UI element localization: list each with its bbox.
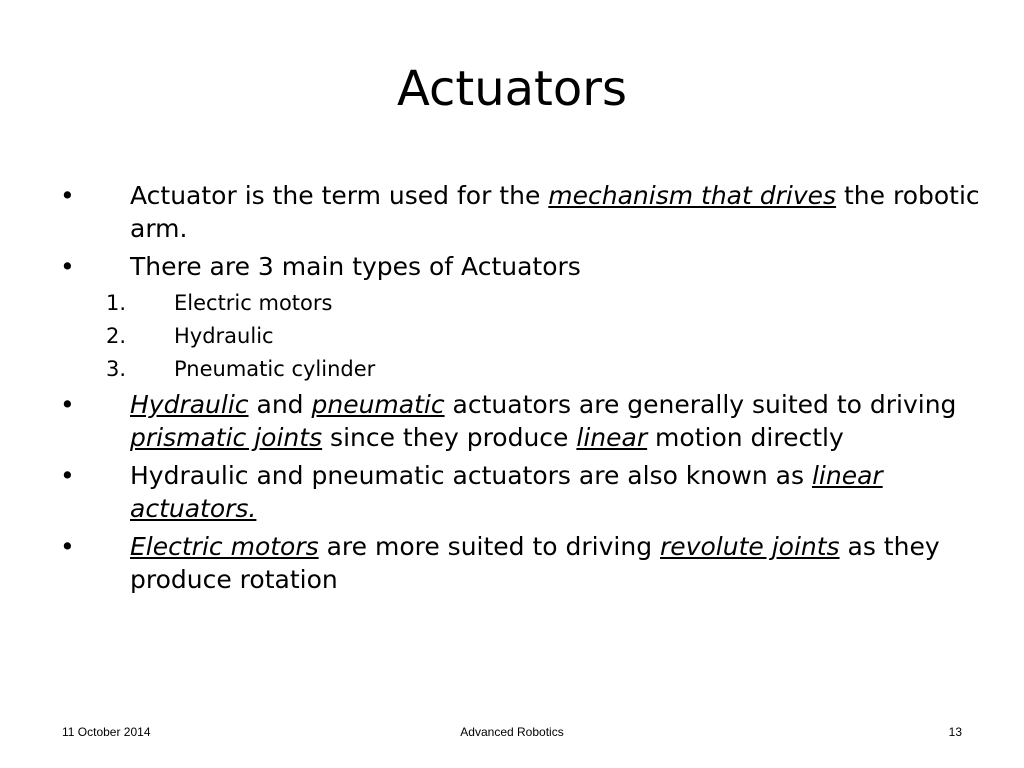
emphasized-text: linear — [576, 422, 648, 452]
text-run: actuators are generally suited to driving — [444, 390, 957, 420]
text-run: motion directly — [647, 422, 844, 452]
footer-date: 11 October 2014 — [62, 725, 151, 739]
text-run: are more suited to driving — [318, 532, 661, 562]
bullet-item — [52, 180, 982, 245]
emphasized-text: pneumatic — [311, 390, 445, 420]
numbered-item — [52, 323, 982, 350]
slide-number: 13 — [948, 725, 962, 739]
bullet-text: There are 3 main types of Actuators — [130, 252, 581, 281]
bullet-text — [130, 390, 956, 452]
bullet-icon: • — [60, 461, 75, 491]
slide-body — [52, 180, 982, 602]
bullet-item — [52, 389, 982, 454]
text-run: Actuator is the term used for the — [130, 181, 549, 210]
bullet-item — [52, 531, 982, 596]
text-run: the robotic arm. — [130, 181, 980, 243]
item-label: Hydraulic — [174, 323, 274, 348]
numbered-item — [52, 356, 982, 383]
emphasized-text: mechanism that drives — [548, 181, 837, 210]
item-number: 1. — [106, 290, 127, 315]
bullet-text — [130, 532, 940, 594]
bullet-text — [130, 181, 980, 243]
bullet-item — [52, 251, 982, 284]
numbered-item — [52, 290, 982, 317]
bullet-icon: • — [60, 532, 75, 562]
text-run: Hydraulic and pneumatic actuators are also known as — [130, 461, 812, 491]
item-label: Electric motors — [174, 290, 333, 315]
emphasized-text: prismatic joints — [130, 422, 323, 452]
slide-title: Actuators — [397, 61, 627, 117]
bullet-icon: • — [60, 181, 75, 210]
footer-title: Advanced Robotics — [460, 725, 564, 739]
text-run: as they produce rotation — [130, 532, 940, 594]
bullet-text — [130, 461, 883, 523]
item-number: 3. — [106, 357, 127, 382]
emphasized-text: linear actuators. — [130, 461, 883, 523]
emphasized-text: Electric motors — [130, 532, 319, 562]
bullet-icon: • — [60, 390, 75, 420]
item-label: Pneumatic cylinder — [174, 357, 376, 382]
text-run: and — [248, 390, 312, 420]
item-number: 2. — [106, 323, 127, 348]
bullet-icon: • — [60, 252, 75, 281]
emphasized-text: Hydraulic — [130, 390, 249, 420]
emphasized-text: revolute joints — [660, 532, 840, 562]
text-run: since they produce — [322, 422, 577, 452]
bullet-item — [52, 460, 982, 525]
